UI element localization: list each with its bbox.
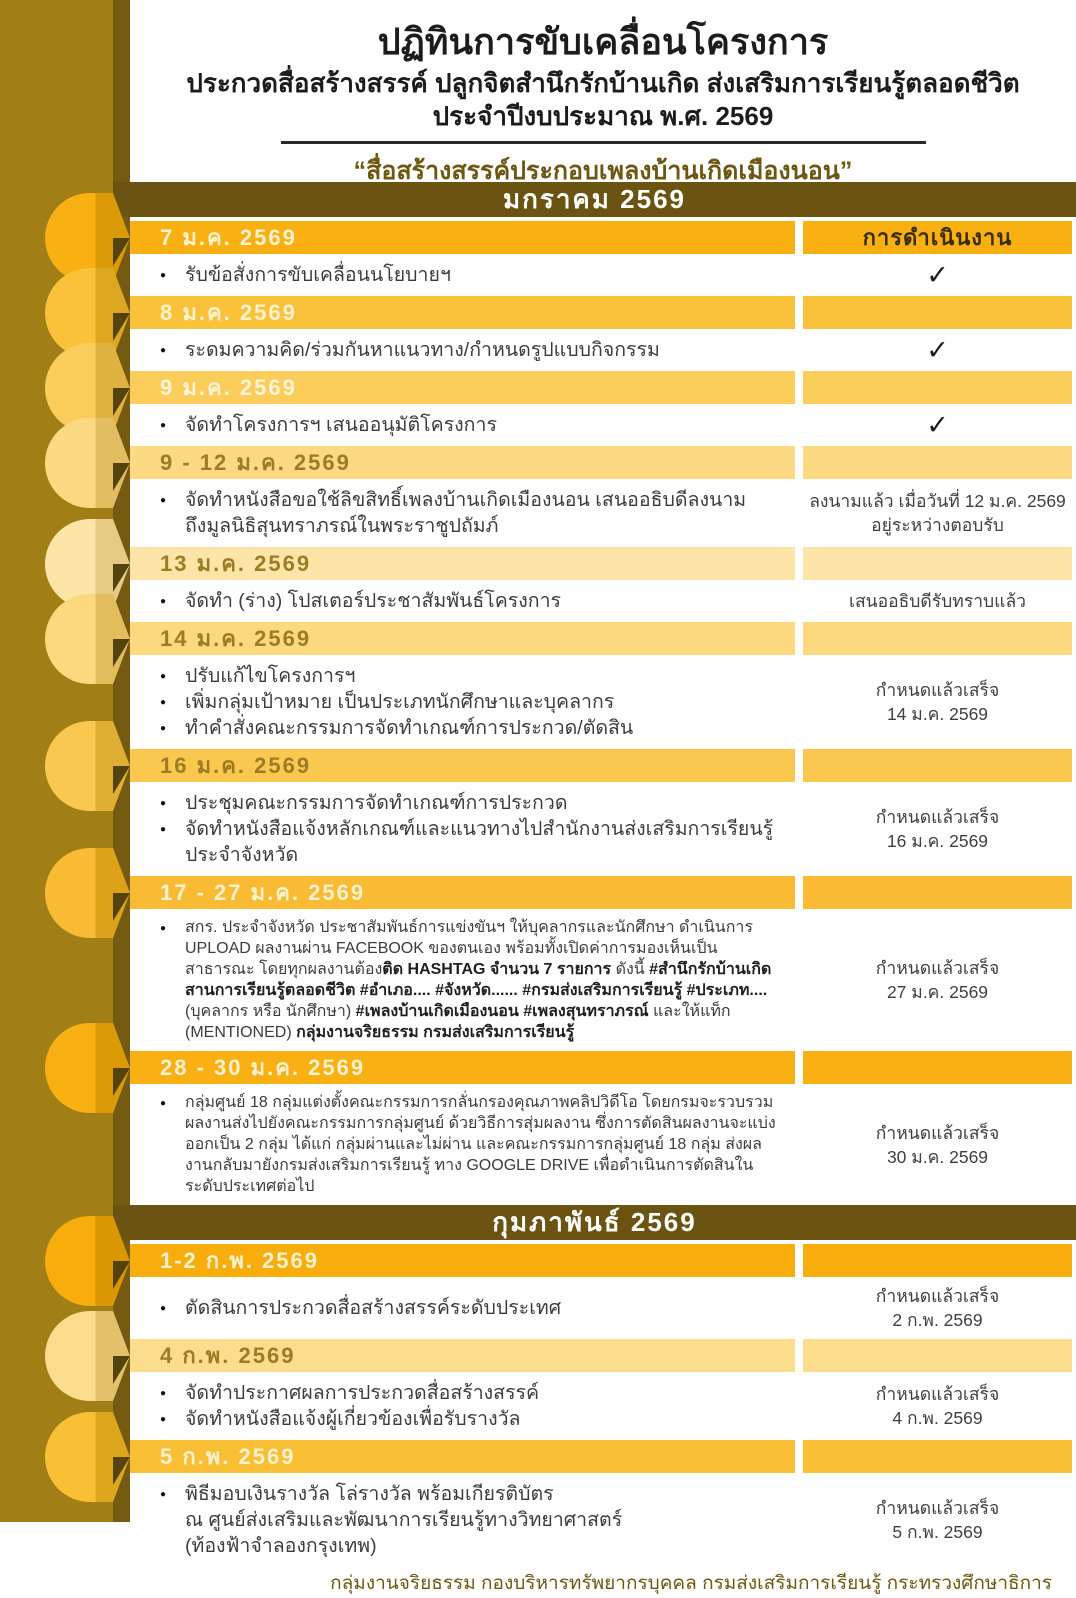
status-header-cell	[803, 221, 1072, 254]
text-segment: และให้แท็ก (MENTIONED)	[185, 1003, 731, 1041]
text-segment: จัดทำประกาศผลการประกวดสื่อสร้างสรรค์	[185, 1382, 540, 1404]
activity-row	[130, 1087, 1072, 1202]
bullet-dot: ●	[160, 1388, 167, 1399]
bullet-dot: ●	[160, 1489, 167, 1500]
status-cell	[803, 912, 1072, 1048]
check-icon: ✓	[926, 259, 949, 290]
status-cell	[803, 1280, 1072, 1336]
bullet-text	[185, 588, 561, 614]
status-line: 30 ม.ค. 2569	[886, 1146, 989, 1167]
status-line: ลงนามแล้ว เมื่อวันที่ 12 ม.ค. 2569	[809, 491, 1066, 511]
date-header-row	[130, 1051, 1072, 1084]
bullet-dot: ●	[160, 723, 167, 734]
bullet-text	[185, 412, 497, 438]
bullet-text	[185, 262, 451, 288]
date-cell	[130, 1339, 795, 1372]
bullet-dot: ●	[160, 798, 167, 809]
bullet-line	[160, 1295, 777, 1321]
status-line: กำหนดแล้วเสร็จ	[875, 1122, 1000, 1143]
check-icon: ✓	[926, 409, 949, 440]
date-cell	[130, 622, 795, 655]
status-cell	[803, 482, 1072, 544]
text-segment: รับข้อสั่งการขับเคลื่อนนโยบายฯ	[185, 264, 451, 286]
status-column-header: การดำเนินงาน	[862, 225, 1013, 250]
date-cell	[130, 876, 795, 909]
date-header-row	[130, 221, 1072, 254]
activity-cell	[130, 257, 795, 293]
activity-cell	[130, 583, 795, 619]
status-header-cell	[803, 296, 1072, 329]
status-line: 14 ม.ค. 2569	[886, 704, 989, 724]
bullet-dot: ●	[160, 495, 167, 506]
status-line: กำหนดแล้วเสร็จ	[875, 1498, 1000, 1518]
activity-row	[130, 1280, 1072, 1336]
bullet-text	[185, 1092, 777, 1197]
text-segment: ติด HASHTAG จำนวน 7 รายการ	[382, 961, 612, 978]
left-rail	[0, 0, 113, 1522]
bullet-text	[185, 513, 499, 539]
status-line: 5 ก.พ. 2569	[892, 1522, 983, 1542]
poster-content	[130, 0, 1076, 1598]
text-segment: ทำคำสั่งคณะกรรมการจัดทำเกณฑ์การประกวด/ตัดสิน	[185, 717, 634, 739]
title-block	[130, 0, 1076, 186]
check-icon: ✓	[926, 334, 949, 365]
date-label: 7 ม.ค. 2569	[160, 225, 297, 250]
bullet-text	[185, 790, 567, 816]
date-cell	[130, 371, 795, 404]
bullet-line	[160, 1092, 777, 1197]
text-segment: พิธีมอบเงินรางวัล โล่รางวัล พร้อมเกียรติบัตร	[185, 1483, 554, 1505]
page-subtitle-1: ประกวดสื่อสร้างสรรค์ ปลูกจิตสำนึกรักบ้านเกิด ส่งเสริมการเรียนรู้ตลอดชีวิต	[186, 68, 1020, 99]
bullet-text	[185, 715, 633, 741]
bullet-line	[160, 816, 777, 868]
activity-cell	[130, 658, 795, 746]
text-segment: ระดมความคิด/ร่วมกันหาแนวทาง/กำหนดรูปแบบกิจกรรม	[185, 339, 660, 361]
date-cell	[130, 547, 795, 580]
bullet-line	[160, 262, 777, 288]
date-header-row	[130, 446, 1072, 479]
bullet-dot: ●	[160, 270, 167, 281]
date-header-row	[130, 296, 1072, 329]
bullet-text	[185, 487, 746, 513]
text-segment: จัดทำหนังสือแจ้งหลักเกณฑ์และแนวทางไปสำนักงานส่งเสริมการเรียนรู้ประจำจังหวัด	[185, 818, 774, 866]
activity-cell	[130, 1280, 795, 1336]
status-line: 2 ก.พ. 2569	[892, 1310, 983, 1330]
status-header-cell	[803, 1339, 1072, 1372]
activity-row	[130, 1476, 1072, 1564]
text-segment: เพิ่มกลุ่มเป้าหมาย เป็นประเภทนักศึกษาและบุคลากร	[185, 691, 615, 713]
status-header-cell	[803, 547, 1072, 580]
text-segment: ดังนี้	[611, 961, 650, 978]
status-line: กำหนดแล้วเสร็จ	[875, 1286, 1000, 1306]
status-line: 16 ม.ค. 2569	[886, 831, 989, 851]
bullet-line	[160, 1507, 777, 1533]
activity-cell	[130, 912, 795, 1048]
date-cell	[130, 446, 795, 479]
activity-row	[130, 785, 1072, 873]
bullet-text	[185, 1380, 539, 1406]
bullet-line	[160, 487, 777, 513]
status-cell	[803, 658, 1072, 746]
status-header-cell	[803, 876, 1072, 909]
project-tagline: “สื่อสร้างสรรค์ประกอบเพลงบ้านเกิดเมืองนอน”	[353, 157, 853, 186]
date-cell	[130, 1440, 795, 1473]
status-header-cell	[803, 1244, 1072, 1277]
bullet-dot: ●	[160, 596, 167, 607]
text-segment: (ท้องฟ้าจำลองกรุงเทพ)	[185, 1535, 377, 1557]
activity-row	[130, 912, 1072, 1048]
status-header-cell	[803, 1440, 1072, 1473]
bullet-line	[160, 588, 777, 614]
status-line: กำหนดแล้วเสร็จ	[875, 1384, 1000, 1404]
text-segment: ถึงมูลนิธิสุนทราภรณ์ในพระราชูปถัมภ์	[185, 515, 499, 537]
bullet-line	[160, 513, 777, 539]
status-line: 27 ม.ค. 2569	[886, 982, 989, 1002]
text-segment: กลุ่มศูนย์ 18 กลุ่มแต่งตั้งคณะกรรมการกลั่นกรองคุณภาพคลิปวิดีโอ โดยกรมจะรวบรวมผลงานส่งไปยังคณะกรรมการกลุ่มศูนย์ ด้วยวิธีการสุ่มผลงาน ซึ่งการตัดสินผลงานจะแบ่งออกเป็น 2 กลุ่ม ได้แก่ กลุ่มผ่านและไม่ผ่าน และคณะกรรมการกลุ่มศูนย์ 18 กลุ่ม ส่งผลงานกลับมายังกรมส่งเสริมการเรียนรู้ ทาง GOOGLE DRIVE เพื่อดำเนินการตัดสินในระดับประเทศต่อไป	[185, 1094, 776, 1195]
bullet-line	[160, 689, 777, 715]
text-segment: ตัดสินการประกวดสื่อสร้างสรรค์ระดับประเทศ	[185, 1297, 562, 1319]
activity-cell	[130, 1087, 795, 1202]
activity-row	[130, 407, 1072, 443]
date-label: 9 ม.ค. 2569	[160, 375, 297, 400]
bullet-line	[160, 1533, 777, 1559]
bullet-dot: ●	[160, 1098, 167, 1109]
bullet-dot: ●	[160, 1414, 167, 1425]
date-cell	[130, 221, 795, 254]
bullet-line	[160, 337, 777, 363]
bullet-dot: ●	[160, 420, 167, 431]
text-segment: จัดทำ (ร่าง) โปสเตอร์ประชาสัมพันธ์โครงการ	[185, 590, 562, 612]
activity-cell	[130, 332, 795, 368]
bullet-text	[185, 917, 777, 1043]
bullet-text	[185, 337, 660, 363]
text-segment: จัดทำหนังสือขอใช้ลิขสิทธิ์เพลงบ้านเกิดเมืองนอน เสนออธิบดีลงนาม	[185, 489, 747, 511]
bullet-dot: ●	[160, 1303, 167, 1314]
month-header: กุมภาพันธ์ 2569	[113, 1205, 1076, 1240]
date-cell	[130, 1051, 795, 1084]
bullet-text	[185, 689, 614, 715]
date-label: 9 - 12 ม.ค. 2569	[160, 450, 351, 475]
status-line: เสนออธิบดีรับทราบแล้ว	[848, 591, 1026, 611]
status-cell	[803, 1087, 1072, 1202]
status-cell	[803, 1476, 1072, 1564]
activity-row	[130, 658, 1072, 746]
status-cell	[803, 407, 1072, 443]
text-segment: ณ ศูนย์ส่งเสริมและพัฒนาการเรียนรู้ทางวิทยาศาสตร์	[185, 1509, 623, 1531]
activity-row	[130, 1375, 1072, 1437]
page-subtitle-2: ประจำปีงบประมาณ พ.ศ. 2569	[432, 100, 774, 131]
date-header-row	[130, 876, 1072, 909]
activity-row	[130, 482, 1072, 544]
date-label: 8 ม.ค. 2569	[160, 300, 297, 325]
date-label: 4 ก.พ. 2569	[160, 1343, 296, 1368]
date-cell	[130, 296, 795, 329]
date-header-row	[130, 547, 1072, 580]
date-label: 16 ม.ค. 2569	[160, 753, 312, 778]
bullet-text	[185, 816, 777, 868]
status-header-cell	[803, 1051, 1072, 1084]
bullet-text	[185, 1481, 554, 1507]
rail-edge-shadow	[113, 0, 130, 1522]
activity-cell	[130, 407, 795, 443]
text-segment: ปรับแก้ไขโครงการฯ	[185, 665, 356, 687]
status-cell	[803, 1375, 1072, 1437]
text-segment: กลุ่มงานจริยธรรม กรมส่งเสริมการเรียนรู้	[296, 1024, 575, 1041]
bullet-text	[185, 1406, 521, 1432]
text-segment: #สำนึกรักบ้านเกิดสานการเรียนรู้ตลอดชีวิต #อำเภอ.... #จังหวัด...... #กรมส่งเสริมการเรียนรู้ #ประเภท....	[185, 961, 772, 999]
month-header: มกราคม 2569	[113, 182, 1076, 217]
status-line: 4 ก.พ. 2569	[892, 1408, 983, 1428]
bullet-line	[160, 917, 777, 1043]
bullet-line	[160, 790, 777, 816]
text-segment: จัดทำหนังสือแจ้งผู้เกี่ยวข้องเพื่อรับรางวัล	[185, 1408, 521, 1430]
bullet-dot: ●	[160, 923, 167, 934]
bullet-line	[160, 663, 777, 689]
text-segment: จัดทำโครงการฯ เสนออนุมัติโครงการ	[185, 414, 497, 436]
status-header-cell	[803, 446, 1072, 479]
activity-row	[130, 257, 1072, 293]
bullet-line	[160, 412, 777, 438]
bullet-text	[185, 1507, 622, 1533]
text-segment: สกร. ประจำจังหวัด ประชาสัมพันธ์การแข่งขันฯ ให้บุคลากรและนักศึกษา ดำเนินการ UPLOAD ผลงานผ่าน FACEBOOK ของตนเอง พร้อมทั้งเปิดค่าการมองเห็นเป็นสาธารณะ โดยทุกผลงานต้อง	[185, 919, 754, 978]
bullet-dot: ●	[160, 345, 167, 356]
date-header-row	[130, 1339, 1072, 1372]
date-label: 14 ม.ค. 2569	[160, 626, 312, 651]
bullet-dot: ●	[160, 824, 167, 835]
activity-cell	[130, 1476, 795, 1564]
bullet-line	[160, 1481, 777, 1507]
date-label: 13 ม.ค. 2569	[160, 551, 312, 576]
status-cell	[803, 257, 1072, 293]
bullet-text	[185, 1533, 377, 1559]
bullet-line	[160, 1406, 777, 1432]
bullet-text	[185, 663, 355, 689]
status-header-cell	[803, 371, 1072, 404]
date-header-row	[130, 1244, 1072, 1277]
status-line: กำหนดแล้วเสร็จ	[875, 680, 1000, 700]
status-header-cell	[803, 622, 1072, 655]
status-header-cell	[803, 749, 1072, 782]
bullet-line	[160, 715, 777, 741]
bullet-text	[185, 1295, 561, 1321]
date-header-row	[130, 371, 1072, 404]
status-line: กำหนดแล้วเสร็จ	[875, 807, 1000, 827]
date-label: 1-2 ก.พ. 2569	[160, 1248, 320, 1273]
status-cell	[803, 332, 1072, 368]
title-divider	[281, 141, 926, 144]
date-cell	[130, 749, 795, 782]
date-header-row	[130, 1440, 1072, 1473]
activity-cell	[130, 1375, 795, 1437]
activity-cell	[130, 482, 795, 544]
activity-row	[130, 583, 1072, 619]
date-cell	[130, 1244, 795, 1277]
date-header-row	[130, 622, 1072, 655]
activity-row	[130, 332, 1072, 368]
date-label: 17 - 27 ม.ค. 2569	[160, 880, 366, 905]
date-label: 5 ก.พ. 2569	[160, 1444, 296, 1469]
page-title: ปฏิทินการขับเคลื่อนโครงการ	[377, 21, 829, 62]
timeline-table	[130, 182, 1076, 1564]
bullet-dot: ●	[160, 697, 167, 708]
text-segment: #เพลงบ้านเกิดเมืองนอน #เพลงสุนทราภรณ์	[355, 1003, 649, 1020]
status-cell	[803, 785, 1072, 873]
text-segment: (บุคลากร หรือ นักศึกษา)	[185, 1003, 356, 1020]
status-line: กำหนดแล้วเสร็จ	[875, 958, 1000, 978]
status-cell	[803, 583, 1072, 619]
bullet-dot: ●	[160, 671, 167, 682]
bullet-line	[160, 1380, 777, 1406]
activity-cell	[130, 785, 795, 873]
date-label: 28 - 30 ม.ค. 2569	[160, 1055, 366, 1080]
date-header-row	[130, 749, 1072, 782]
footer-attribution: กลุ่มงานจริยธรรม กองบริหารทรัพยากรบุคคล กรมส่งเสริมการเรียนรู้ กระทรวงศึกษาธิการ	[330, 1573, 1052, 1594]
text-segment: ประชุมคณะกรรมการจัดทำเกณฑ์การประกวด	[185, 792, 568, 814]
status-line: อยู่ระหว่างตอบรับ	[871, 515, 1004, 535]
